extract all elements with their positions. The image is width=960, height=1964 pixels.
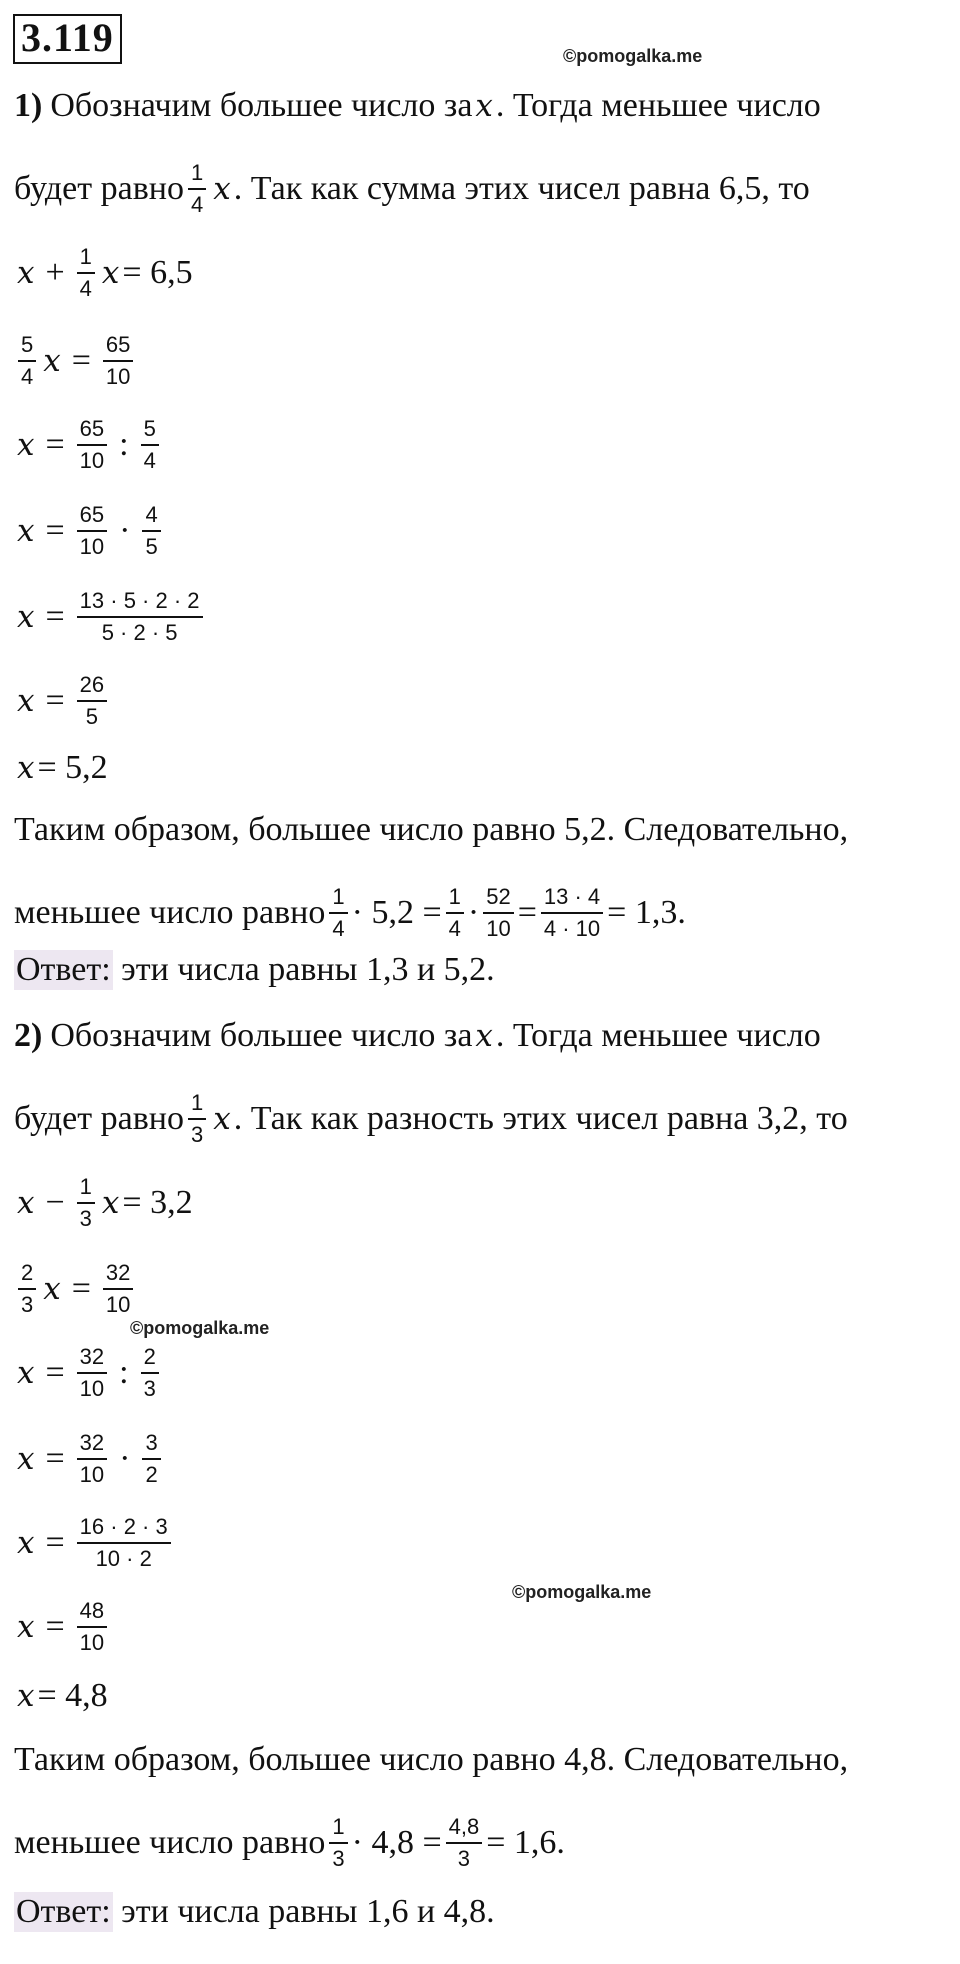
task-number: 3.119 bbox=[13, 14, 122, 64]
fraction-denominator: 5 bbox=[85, 704, 99, 729]
variable: x bbox=[17, 427, 35, 463]
part2-conclusion-2 bbox=[14, 1814, 950, 1872]
text: · 5,2 = bbox=[351, 894, 442, 931]
operator: = bbox=[45, 1608, 65, 1645]
fraction-denominator: 3 bbox=[143, 1376, 156, 1401]
part2-conclusion-1 bbox=[14, 1740, 950, 1780]
variable: x bbox=[17, 683, 35, 719]
fraction-denominator: 10 bbox=[486, 916, 511, 941]
variable: x bbox=[17, 255, 35, 291]
variable: x bbox=[17, 513, 35, 549]
fraction-numerator: 1 bbox=[188, 160, 206, 190]
part1-eq1 bbox=[14, 244, 950, 302]
variable: x bbox=[17, 1355, 35, 1391]
text: . Так как сумма этих чисел равна 6,5, то bbox=[233, 170, 810, 207]
variable: x bbox=[17, 1441, 35, 1477]
fraction-denominator: 4 bbox=[21, 364, 34, 389]
text: = 1,3. bbox=[607, 894, 686, 931]
fraction bbox=[77, 1514, 171, 1572]
part1-eq7 bbox=[14, 748, 950, 788]
variable: x bbox=[43, 1271, 61, 1307]
variable: x bbox=[475, 88, 493, 124]
fraction-numerator: 1 bbox=[77, 1174, 95, 1204]
text: = 6,5 bbox=[122, 254, 193, 291]
part2-intro-line bbox=[14, 1016, 950, 1056]
text: будет равно bbox=[14, 1100, 184, 1137]
operator: = bbox=[45, 426, 65, 463]
fraction-denominator: 4 bbox=[332, 916, 345, 941]
part1-label: 1) bbox=[14, 87, 43, 124]
answer-label: Ответ: bbox=[16, 1893, 111, 1930]
fraction bbox=[142, 502, 160, 560]
text: · bbox=[467, 894, 480, 931]
operator: : bbox=[119, 426, 129, 463]
fraction-denominator: 10 bbox=[79, 1462, 105, 1487]
fraction-denominator: 5 · 2 · 5 bbox=[101, 620, 178, 645]
fraction-numerator: 13 · 4 bbox=[541, 884, 603, 914]
fraction bbox=[329, 1814, 347, 1872]
fraction bbox=[141, 416, 159, 474]
variable: x bbox=[17, 1525, 35, 1561]
text: Обозначим большее число за bbox=[50, 87, 473, 124]
answer-label: Ответ: bbox=[16, 951, 111, 988]
fraction-numerator: 48 bbox=[77, 1598, 107, 1628]
fraction bbox=[18, 1260, 36, 1318]
fraction bbox=[77, 1430, 107, 1488]
variable: x bbox=[101, 255, 120, 291]
operator: − bbox=[45, 1184, 65, 1221]
fraction bbox=[446, 1814, 483, 1872]
fraction-denominator: 10 bbox=[79, 1630, 105, 1655]
text: будет равно bbox=[14, 170, 184, 207]
operator: = bbox=[45, 1524, 65, 1561]
fraction-denominator: 4 bbox=[448, 916, 461, 941]
operator: = bbox=[71, 1270, 91, 1307]
text: . Тогда меньшее число bbox=[495, 1017, 821, 1054]
text: Обозначим большее число за bbox=[50, 1017, 473, 1054]
part1-conclusion-1 bbox=[14, 810, 950, 850]
fraction-denominator: 3 bbox=[457, 1846, 471, 1871]
part2-eq7 bbox=[14, 1676, 950, 1716]
operator: = bbox=[71, 342, 91, 379]
part2-eq3 bbox=[14, 1344, 950, 1402]
text: = 4,8 bbox=[37, 1677, 108, 1714]
fraction-numerator: 1 bbox=[77, 244, 95, 274]
fraction-numerator: 5 bbox=[141, 416, 159, 446]
fraction bbox=[77, 1174, 95, 1232]
fraction-numerator: 52 bbox=[483, 884, 513, 914]
fraction-numerator: 2 bbox=[141, 1344, 159, 1374]
operator: · bbox=[119, 512, 131, 549]
fraction-denominator: 10 bbox=[105, 1292, 131, 1317]
variable: x bbox=[17, 1185, 35, 1221]
fraction bbox=[77, 416, 107, 474]
fraction-numerator: 32 bbox=[77, 1344, 107, 1374]
operator: = bbox=[45, 598, 65, 635]
fraction-denominator: 2 bbox=[145, 1462, 158, 1487]
fraction-denominator: 3 bbox=[21, 1292, 34, 1317]
fraction bbox=[142, 1430, 160, 1488]
operator: · bbox=[119, 1440, 131, 1477]
operator: = bbox=[45, 1354, 65, 1391]
text: меньшее число равно bbox=[14, 894, 326, 931]
fraction bbox=[446, 884, 464, 942]
variable: x bbox=[17, 599, 35, 635]
watermark: ©pomogalka.me bbox=[512, 1582, 652, 1602]
fraction-numerator: 13 · 5 · 2 · 2 bbox=[77, 588, 203, 618]
part1-eq3 bbox=[14, 416, 950, 474]
variable: x bbox=[213, 171, 231, 207]
part2-intro-line2 bbox=[14, 1090, 950, 1148]
fraction-denominator: 10 bbox=[79, 534, 105, 559]
part1-intro-line bbox=[14, 86, 950, 126]
part1-intro-line2 bbox=[14, 160, 950, 218]
fraction-numerator: 1 bbox=[329, 1814, 347, 1844]
fraction bbox=[77, 244, 95, 302]
fraction bbox=[103, 332, 133, 390]
text: = 1,6. bbox=[486, 1824, 565, 1861]
operator: : bbox=[119, 1354, 129, 1391]
part2-eq6 bbox=[14, 1598, 950, 1656]
fraction-numerator: 26 bbox=[77, 672, 107, 702]
text: = bbox=[517, 894, 537, 931]
text: · 4,8 = bbox=[351, 1824, 442, 1861]
part1-eq5 bbox=[14, 588, 950, 646]
variable: x bbox=[17, 1609, 35, 1645]
text: Таким образом, большее число равно 5,2. Следовательно, bbox=[14, 811, 849, 848]
fraction-denominator: 4 bbox=[143, 448, 156, 473]
fraction bbox=[77, 1344, 107, 1402]
fraction-denominator: 10 bbox=[79, 1376, 105, 1401]
fraction bbox=[329, 884, 347, 942]
variable: x bbox=[213, 1101, 231, 1137]
variable: x bbox=[17, 750, 35, 786]
fraction-numerator: 65 bbox=[77, 502, 107, 532]
variable: x bbox=[43, 343, 61, 379]
operator: = bbox=[45, 682, 65, 719]
text: . Тогда меньшее число bbox=[495, 87, 821, 124]
fraction bbox=[18, 332, 36, 390]
fraction bbox=[77, 502, 107, 560]
fraction-numerator: 3 bbox=[142, 1430, 160, 1460]
part2-answer bbox=[14, 1892, 950, 1932]
part2-eq4 bbox=[14, 1430, 950, 1488]
part1-eq2 bbox=[14, 332, 950, 390]
fraction-numerator: 1 bbox=[188, 1090, 206, 1120]
text: меньшее число равно bbox=[14, 1824, 326, 1861]
part2-eq5 bbox=[14, 1514, 950, 1572]
fraction-denominator: 4 bbox=[79, 276, 92, 301]
fraction bbox=[188, 1090, 206, 1148]
fraction-numerator: 65 bbox=[103, 332, 133, 362]
text: Таким образом, большее число равно 4,8. Следовательно, bbox=[14, 1741, 849, 1778]
variable: x bbox=[475, 1018, 493, 1054]
fraction bbox=[541, 884, 603, 942]
fraction-denominator: 4 · 10 bbox=[543, 916, 601, 941]
fraction-numerator: 32 bbox=[77, 1430, 107, 1460]
fraction-numerator: 5 bbox=[18, 332, 36, 362]
part1-conclusion-2 bbox=[14, 884, 950, 942]
part2-eq1 bbox=[14, 1174, 950, 1232]
fraction-denominator: 4 bbox=[190, 192, 204, 217]
fraction bbox=[188, 160, 206, 218]
answer-text: эти числа равны 1,3 и 5,2. bbox=[112, 951, 495, 988]
fraction-numerator: 1 bbox=[446, 884, 464, 914]
answer-text: эти числа равны 1,6 и 4,8. bbox=[112, 1893, 495, 1930]
fraction-numerator: 1 bbox=[329, 884, 347, 914]
fraction-denominator: 3 bbox=[79, 1206, 92, 1231]
fraction bbox=[77, 1598, 107, 1656]
fraction-numerator: 4 bbox=[142, 502, 160, 532]
text: = 5,2 bbox=[37, 749, 108, 786]
fraction-denominator: 10 · 2 bbox=[95, 1546, 152, 1571]
fraction-numerator: 16 · 2 · 3 bbox=[77, 1514, 171, 1544]
text: . Так как разность этих чисел равна 3,2, то bbox=[233, 1100, 848, 1137]
text: = 3,2 bbox=[122, 1184, 193, 1221]
fraction-numerator: 65 bbox=[77, 416, 107, 446]
watermark: ©pomogalka.me bbox=[563, 46, 703, 66]
fraction-denominator: 3 bbox=[190, 1122, 204, 1147]
variable: x bbox=[101, 1185, 120, 1221]
fraction-denominator: 3 bbox=[332, 1846, 345, 1871]
part1-eq6 bbox=[14, 672, 950, 730]
fraction bbox=[141, 1344, 159, 1402]
part2-eq2 bbox=[14, 1260, 950, 1318]
part2-label: 2) bbox=[14, 1017, 43, 1054]
fraction-denominator: 5 bbox=[145, 534, 158, 559]
fraction-numerator: 2 bbox=[18, 1260, 36, 1290]
fraction bbox=[103, 1260, 133, 1318]
part1-answer bbox=[14, 950, 950, 990]
operator: = bbox=[45, 512, 65, 549]
fraction-denominator: 10 bbox=[79, 448, 105, 473]
fraction-denominator: 10 bbox=[105, 364, 131, 389]
fraction-numerator: 32 bbox=[103, 1260, 133, 1290]
fraction bbox=[77, 588, 203, 646]
variable: x bbox=[17, 1678, 35, 1714]
fraction bbox=[77, 672, 107, 730]
fraction-numerator: 4,8 bbox=[446, 1814, 483, 1844]
part1-eq4 bbox=[14, 502, 950, 560]
watermark: ©pomogalka.me bbox=[130, 1318, 270, 1338]
fraction bbox=[483, 884, 513, 942]
operator: = bbox=[45, 1440, 65, 1477]
operator: + bbox=[45, 254, 65, 291]
